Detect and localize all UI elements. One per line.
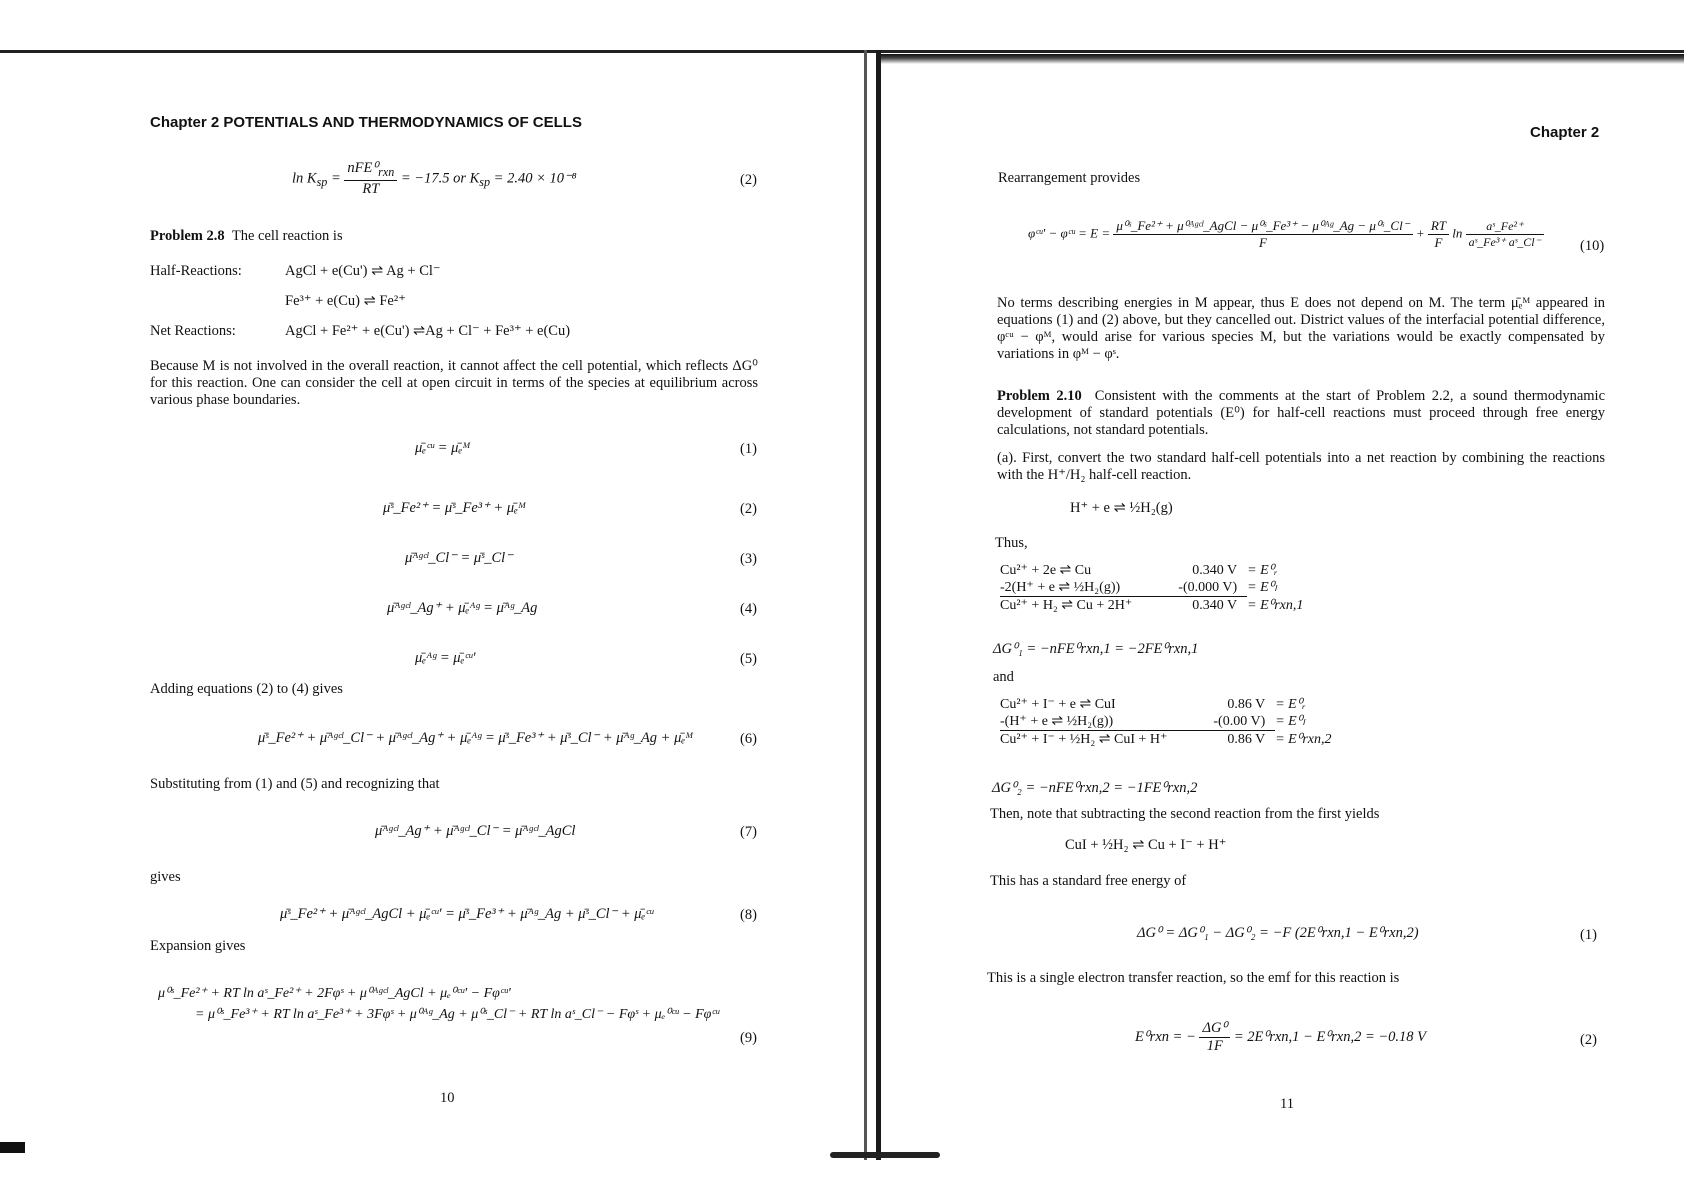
eq-number: (6) <box>740 731 757 747</box>
chapter-header-left: Chapter 2 POTENTIALS AND THERMODYNAMICS OF CELLS <box>150 114 582 131</box>
single-electron-text: This is a single electron transfer reaction, so the emf for this reaction is <box>987 970 1400 986</box>
chapter-header-right: Chapter 2 <box>1530 124 1600 141</box>
half-reaction-1: AgCl + e(Cu') ⇌ Ag + Cl⁻ <box>285 263 441 279</box>
gives-text: gives <box>150 869 181 885</box>
eq-1: μ̄ₑᶜᵘ = μ̄ₑᴹ <box>415 440 471 456</box>
standard-text: This has a standard free energy of <box>990 873 1187 889</box>
eq-r2: E⁰rxn = − $\frac{\text{ΔG⁰}}{1F}$ = 2E⁰rxn,1 − E⁰rxn,2 = −0.18 V <box>1135 1020 1426 1054</box>
delta-g2: ΔG⁰₂ = −nFE⁰rxn,2 = −1FE⁰rxn,2 <box>992 780 1198 796</box>
expansion-text: Expansion gives <box>150 938 246 954</box>
eq-2: μ̄ˢ_Fe²⁺ = μ̄ˢ_Fe³⁺ + μ̄ₑᴹ <box>383 500 527 516</box>
paragraph: Because M is not involved in the overall reaction, it cannot affect the cell potential, which reflects ΔG⁰ for this reaction. One can consider the cell at open circuit in terms of the species at equilibrium across various phase boundaries. <box>150 358 758 408</box>
part-a: (a). First, convert the two standard half-cell potentials into a net reaction by combining the reactions with the H⁺/H₂ half-cell reaction. <box>997 450 1605 483</box>
eq-number: (3) <box>740 551 757 567</box>
half-reactions-label: Half-Reactions: <box>150 263 242 279</box>
eq-10: φᶜᵘ' − φᶜᵘ = E = $\frac{\text{μ⁰ˢ\_Fe²⁺ + μ⁰ᴬᵍᶜˡ\_AgCl − μ⁰ˢ\_Fe³⁺ − μ⁰ᴬᵍ\_Ag − μ⁰ˢ\_Cl⁻}}{F}$ + $\frac{RT}{F}$ ln $\frac{\text{aˢ\_Fe²⁺}}{\text{aˢ\_Fe³⁺ aˢ\_Cl⁻}}$ <box>1028 218 1544 251</box>
scan-blot <box>0 1142 25 1153</box>
eq-9-line-1: μ⁰ˢ_Fe²⁺ + RT ln aˢ_Fe²⁺ + 2Fφˢ + μ⁰ᴬᵍᶜˡ_AgCl + μₑ⁰ᶜᵘ' − Fφᶜᵘ' <box>158 986 511 1001</box>
page-number: 11 <box>1280 1096 1294 1112</box>
eq-number: (1) <box>740 441 757 457</box>
eq-number: (5) <box>740 651 757 667</box>
eq-number: (1) <box>1580 927 1597 943</box>
reaction-table-2: Cu²⁺ + I⁻ + e ⇌ CuI 0.86 V = E⁰ᵣ -(H⁺ + e ⇌ ½H₂(g)) -(0.00 V) = E⁰ₗ Cu²⁺ + I⁻ + ½H₂ ⇌ CuI + H⁺ 0.86 V = E⁰rxn,2 <box>1000 696 1332 747</box>
and-text: and <box>993 669 1014 685</box>
problem-2-8: Problem 2.8 The cell reaction is <box>150 228 343 244</box>
right-page <box>987 0 1610 1190</box>
eq-8: μ̄ˢ_Fe²⁺ + μ̄ᴬᵍᶜˡ_AgCl + μ̄ₑᶜᵘ' = μ̄ˢ_Fe³⁺ + μ̄ᴬᵍ_Ag + μ̄ˢ_Cl⁻ + μ̄ₑᶜᵘ <box>280 906 654 922</box>
eq-number: (8) <box>740 907 757 923</box>
gutter-foot <box>830 1152 940 1158</box>
problem-2-10: Problem 2.10 Consistent with the comments at the start of Problem 2.2, a sound thermodynamic development of standard potentials (E⁰) for half-cell reactions must proceed through free energy calculations, not standard potentials. <box>997 388 1606 438</box>
eq-number: (7) <box>740 824 757 840</box>
eq-4: μ̄ᴬᵍᶜˡ_Ag⁺ + μ̄ₑᴬᵍ = μ̄ᴬᵍ_Ag <box>387 600 538 616</box>
eq-5: μ̄ₑᴬᵍ = μ̄ₑᶜᵘ' <box>415 650 476 666</box>
net-reaction: AgCl + Fe²⁺ + e(Cu') ⇌Ag + Cl⁻ + Fe³⁺ + e(Cu) <box>285 323 571 339</box>
eq-3: μ̄ᴬᵍᶜˡ_Cl⁻ = μ̄ˢ_Cl⁻ <box>405 550 513 566</box>
eq-number: (2) <box>740 172 757 188</box>
then-text: Then, note that subtracting the second reaction from the first yields <box>990 806 1380 822</box>
reaction-table-1: Cu²⁺ + 2e ⇌ Cu 0.340 V = E⁰ᵣ -2(H⁺ + e ⇌ ½H₂(g)) -(0.000 V) = E⁰ₗ Cu²⁺ + H₂ ⇌ Cu + 2H⁺ 0.340 V = E⁰rxn,1 <box>1000 562 1304 613</box>
eq-7: μ̄ᴬᵍᶜˡ_Ag⁺ + μ̄ᴬᵍᶜˡ_Cl⁻ = μ̄ᴬᵍᶜˡ_AgCl <box>375 823 576 839</box>
paragraph: No terms describing energies in M appear, thus E does not depend on M. The term μ̄ₑᴹ appeared in equations (1) and (2) above, but they cancelled out. District values of the interfacial potential difference, φᶜᵘ − φᴹ, would arise for various species M, but the variations would be exactly compensated by variations in φᴹ − φˢ. <box>997 295 1605 362</box>
eq-number: (10) <box>1580 238 1605 254</box>
eq-number: (2) <box>740 501 757 517</box>
eq-number: (4) <box>740 601 757 617</box>
h-reaction: H⁺ + e ⇌ ½H₂(g) <box>1070 500 1173 516</box>
delta-g1: ΔG⁰₁ = −nFE⁰rxn,1 = −2FE⁰rxn,1 <box>993 641 1199 657</box>
eq-9-line-2: = μ⁰ˢ_Fe³⁺ + RT ln aˢ_Fe³⁺ + 3Fφˢ + μ⁰ᴬᵍ_Ag + μ⁰ˢ_Cl⁻ + RT ln aˢ_Cl⁻ − Fφˢ + μₑ⁰ᶜᵘ − Fφᶜᵘ <box>195 1007 720 1022</box>
page-number: 10 <box>440 1090 455 1106</box>
eq-r1: ΔG⁰ = ΔG⁰₁ − ΔG⁰₂ = −F (2E⁰rxn,1 − E⁰rxn,2) <box>1137 925 1419 941</box>
eq-ksp: $\ln K_{sp}$ = $\frac{nFE^0_{rxn}}{RT}$ = −17.5 or $K_{sp} = 2.40 \times 10^{-8}$ <box>292 160 577 197</box>
eq-number: (2) <box>1580 1032 1597 1048</box>
eq-number: (9) <box>740 1030 757 1046</box>
book-gutter-shadow <box>864 50 867 1160</box>
half-reaction-2: Fe³⁺ + e(Cu) ⇌ Fe²⁺ <box>285 293 406 309</box>
left-page <box>150 0 760 1190</box>
rearrangement-text: Rearrangement provides <box>998 170 1141 186</box>
cui-reaction: CuI + ½H₂ ⇌ Cu + I⁻ + H⁺ <box>1065 837 1227 853</box>
substituting-text: Substituting from (1) and (5) and recognizing that <box>150 776 440 792</box>
book-gutter <box>876 50 881 1160</box>
thus-text: Thus, <box>995 535 1028 551</box>
eq-6: μ̄ˢ_Fe²⁺ + μ̄ᴬᵍᶜˡ_Cl⁻ + μ̄ᴬᵍᶜˡ_Ag⁺ + μ̄ₑᴬᵍ = μ̄ˢ_Fe³⁺ + μ̄ˢ_Cl⁻ + μ̄ᴬᵍ_Ag + μ̄ₑᴹ <box>258 730 694 746</box>
net-reactions-label: Net Reactions: <box>150 323 236 339</box>
adding-text: Adding equations (2) to (4) gives <box>150 681 343 697</box>
